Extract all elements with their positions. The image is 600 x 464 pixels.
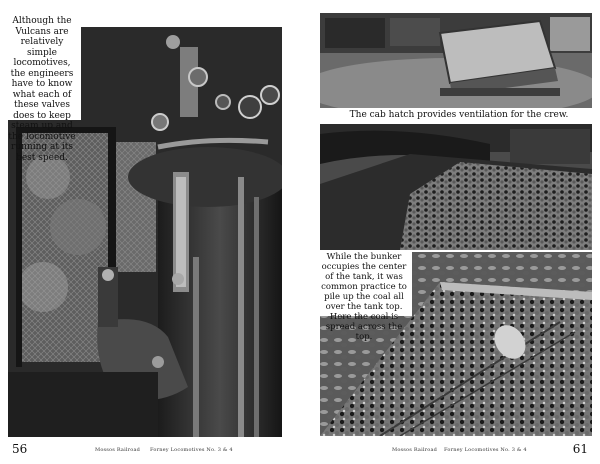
bunker-photo [320, 124, 592, 250]
cab-hatch-caption: The cab hatch provides ventilation for the crew. [344, 109, 574, 123]
right-page [304, 0, 600, 464]
cab-hatch-photo [320, 13, 592, 108]
running-head-right-title: Forney Locomotives No. 3 & 4 [444, 447, 527, 453]
running-head-left-title: Forney Locomotives No. 3 & 4 [150, 447, 233, 453]
running-head-right-publisher: Mossos Railroad [392, 447, 438, 453]
left-page [0, 0, 296, 464]
page-number-left: 56 [12, 442, 28, 456]
coal-spread-caption: While the bunker occupies the center of the tank, it was common practice to pile up the coal all over the tank top. Here the coal is spread across the top. [316, 250, 412, 316]
page-number-right: 61 [572, 442, 588, 456]
running-head-left-publisher: Mossos Railroad [95, 447, 141, 453]
left-page-caption: Although the Vulcans are relatively simple locomotives, the engineers have to know what each of these valves does to keep steam up and the locomotive running at its best speed. [3, 14, 81, 120]
